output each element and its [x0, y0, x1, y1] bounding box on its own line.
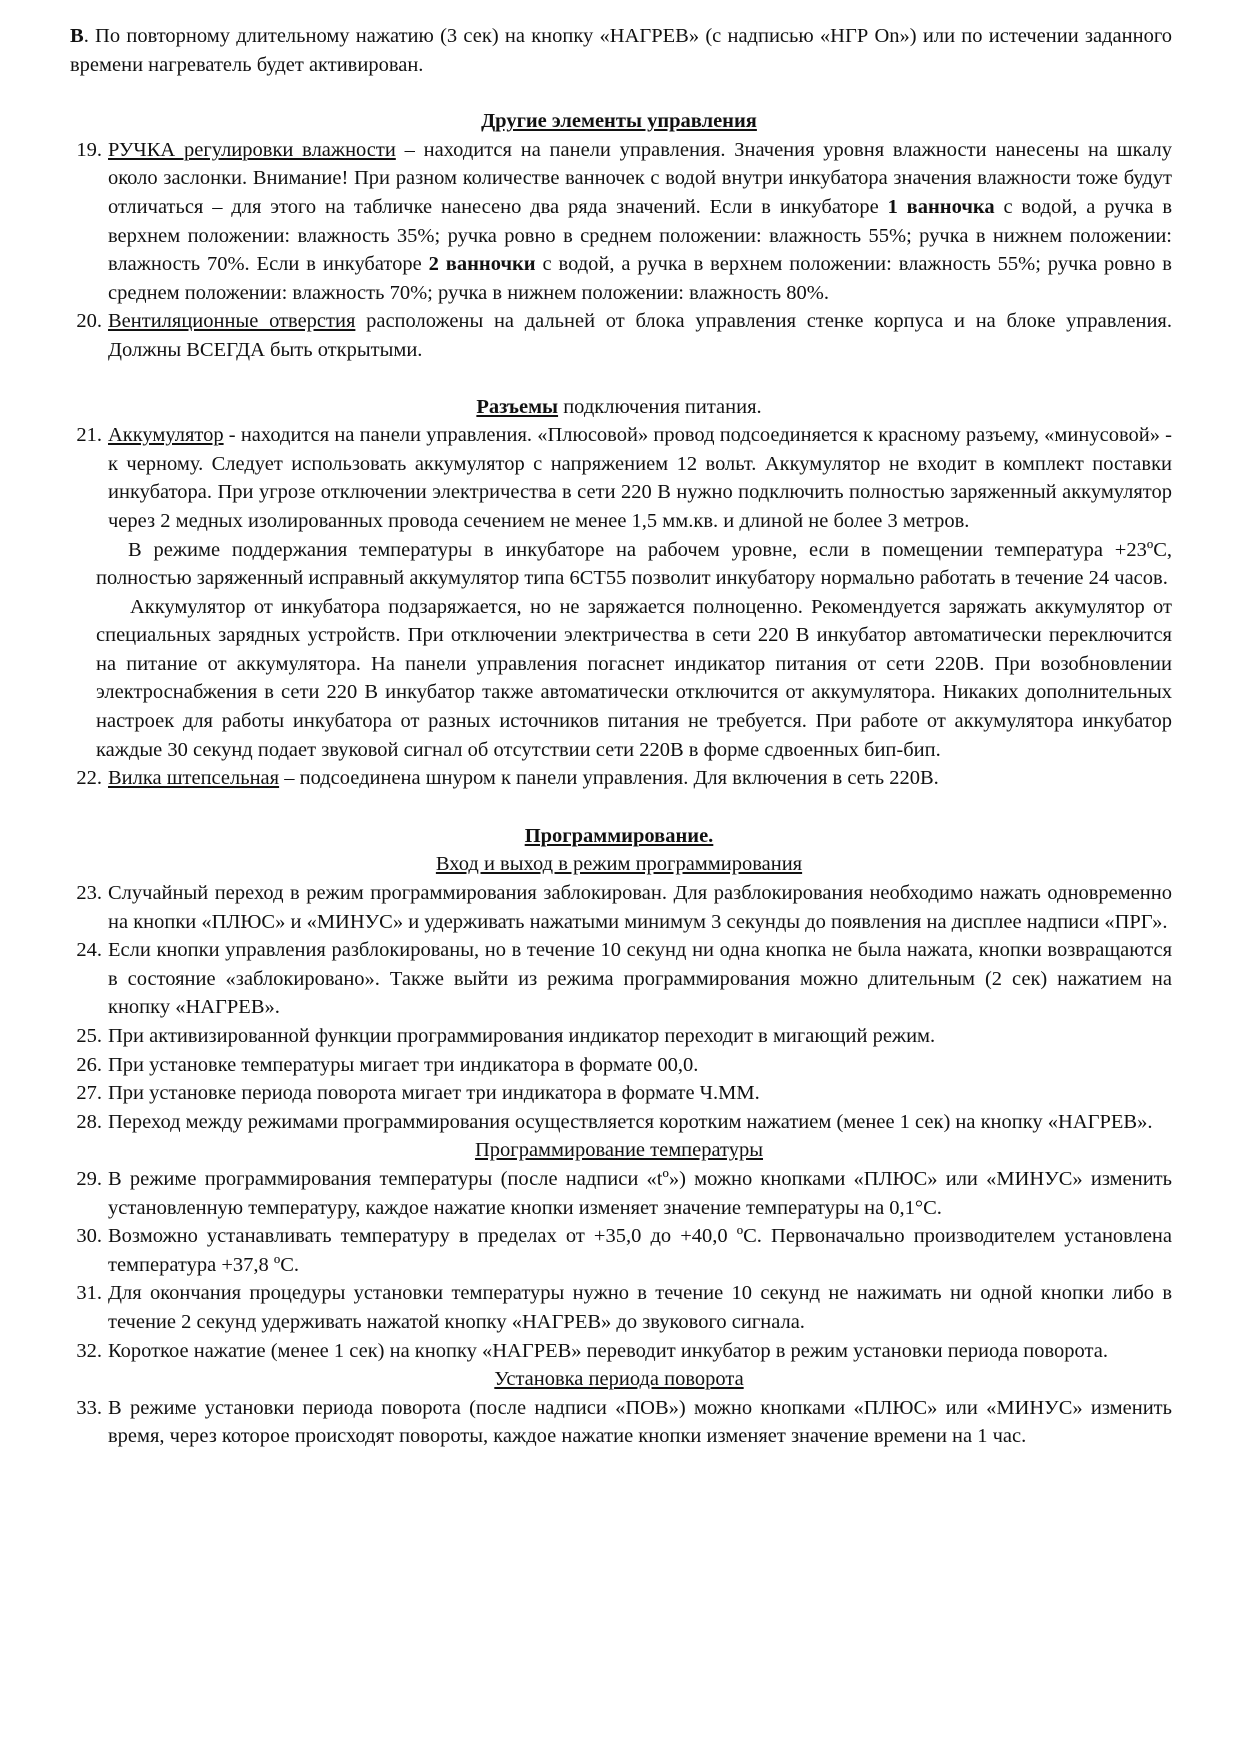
item-number: 30. — [76, 1225, 102, 1248]
intro-letter: В — [70, 25, 84, 47]
item-text: Аккумулятор - находится на панели управления. «Плюсовой» провод подсоединяется к красному разъему, «минусовой» - к черному. Следует использовать аккумулятор с напряжением 12 вольт. Аккумулятор не входит в комплект поставки инкубатора. При угрозе отключении электричества в сети 220 В нужно подключить полностью заряженный аккумулятор через 2 медных изолированных провода сечением не менее 1,5 мм.кв. и длиной не более 3 метров. — [108, 424, 1172, 532]
list-item-27 — [66, 1079, 1172, 1108]
list-item-26 — [66, 1051, 1172, 1080]
item-number: 21. — [76, 424, 102, 447]
subheading-enter-exit: Вход и выход в режим программирования — [435, 853, 803, 876]
list-item-30 — [66, 1222, 1172, 1279]
item-text: При установке периода поворота мигает три индикатора в формате Ч.ММ. — [108, 1082, 760, 1105]
list-programming — [66, 879, 1172, 1136]
item-text: При активизированной функции программирования индикатор переходит в мигающий режим. — [108, 1025, 936, 1047]
item-number: 28. — [76, 1110, 102, 1133]
item-text: В режиме установки периода поворота (после надписи «ПОВ») можно кнопками «ПЛЮС» или «МИНУС» изменить время, через которое происходят повороты, каждое нажатие кнопки изменяет значение времени на 1 час. — [108, 1396, 1172, 1448]
item-term: Аккумулятор — [108, 424, 224, 447]
item-number: 19. — [76, 138, 102, 161]
item-text: Короткое нажатие (менее 1 сек) на кнопку «НАГРЕВ» переводит инкубатор в режим установки периода поворота. — [108, 1339, 1108, 1362]
item-term: РУЧКА регулировки влажности — [108, 138, 396, 161]
item-text: Вентиляционные отверстия расположены на дальней от блока управления стенке корпуса и на блоке управления. Должны ВСЕГДА быть открытыми. — [108, 310, 1172, 361]
item-number: 32. — [76, 1339, 102, 1362]
intro-paragraph — [66, 22, 1172, 79]
item-text: Для окончания процедуры установки температуры нужно в течение 10 секунд не нажимать ни одной кнопки либо в течение 2 секунд удерживать нажатой кнопку «НАГРЕВ» до звукового сигнала. — [108, 1282, 1172, 1333]
section-heading-programming: Программирование. — [524, 824, 714, 847]
subheading-temperature-programming: Программирование температуры — [474, 1139, 764, 1162]
list-item-25 — [66, 1022, 1172, 1051]
item-text: Случайный переход в режим программирования заблокирован. Для разблокирования необходимо нажать одновременно на кнопки «ПЛЮС» и «МИНУС» и удерживать нажатыми минимум 3 секунды до появления на дисплее надписи «ПРГ». — [108, 882, 1172, 933]
item-text: Возможно устанавливать температуру в пределах от +35,0 до +40,0 ºС. Первоначально производителем установлена температура +37,8 ºС. — [108, 1225, 1172, 1276]
list-item-22 — [66, 764, 1172, 793]
item-number: 27. — [76, 1082, 102, 1105]
intro-text: . По повторному длительному нажатию (3 сек) на кнопку «НАГРЕВ» (с надписью «НГР On») или по истечении заданного времени нагреватель будет активирован. — [70, 25, 1172, 76]
list-item-29 — [66, 1165, 1172, 1222]
list-temperature — [66, 1165, 1172, 1365]
bold-term: 1 ванночка — [887, 195, 995, 218]
list-other-controls — [66, 136, 1172, 365]
item-number: 20. — [76, 310, 102, 333]
list-item-23 — [66, 879, 1172, 936]
item-number: 22. — [76, 767, 102, 790]
item-number: 29. — [76, 1167, 102, 1190]
item-text: Если кнопки управления разблокированы, но в течение 10 секунд ни одна кнопка не была нажата, кнопки возвращаются в состояние «заблокировано». Также выйти из режима программирования можно длительным (2 сек) нажатием на кнопку «НАГРЕВ». — [108, 939, 1172, 1019]
item-text: Переход между режимами программирования осуществляется коротким нажатием (менее 1 сек) на кнопку «НАГРЕВ». — [108, 1110, 1153, 1133]
list-item-32 — [66, 1337, 1172, 1366]
section-heading-power: Разъемы подключения питания. — [476, 395, 762, 418]
list-item-31 — [66, 1279, 1172, 1336]
item-number: 24. — [76, 939, 102, 962]
list-turn-period — [66, 1394, 1172, 1451]
item-number: 31. — [76, 1282, 102, 1305]
item-number: 23. — [76, 882, 102, 905]
section-heading-other-controls: Другие элементы управления — [481, 110, 757, 133]
paragraph-battery-charging: Аккумулятор от инкубатора подзаряжается, но не заряжается полноценно. Рекомендуется заряжать аккумулятор от специальных зарядных устройств. При отключении электричества в сети 220 В инкубатор автоматически переключится на питание от аккумулятора. На панели управления погаснет индикатор питания от сети 220В. При возобновлении электроснабжения в сети 220 В инкубатор также автоматически отключится от аккумулятора. Никаких дополнительных настроек для работы инкубатора от разных источников питания не требуется. При работе от аккумулятора инкубатор каждые 30 секунд подает звуковой сигнал об отсутствии сети 220В в форме сдвоенных бип-бип. — [96, 595, 1172, 761]
list-item-19 — [66, 136, 1172, 308]
item-number: 25. — [76, 1025, 102, 1047]
list-item-21 — [66, 421, 1172, 535]
list-item-33 — [66, 1394, 1172, 1451]
item-text: Вилка штепсельная – подсоединена шнуром к панели управления. Для включения в сеть 220В. — [108, 767, 939, 790]
item-text: При установке температуры мигает три индикатора в формате 00,0. — [108, 1053, 699, 1076]
list-item-20 — [66, 307, 1172, 364]
list-power — [66, 421, 1172, 535]
subheading-turn-period: Установка периода поворота — [494, 1368, 744, 1391]
item-number: 26. — [76, 1053, 102, 1076]
item-text: В режиме программирования температуры (после надписи «tº») можно кнопками «ПЛЮС» или «МИНУС» изменить установленную температуру, каждое нажатие кнопки изменяет значение температуры на 0,1°С. — [108, 1167, 1172, 1219]
bold-term: 2 ванночки — [428, 253, 536, 276]
item-term: Вилка штепсельная — [108, 767, 280, 790]
item-text: РУЧКА регулировки влажности – находится на панели управления. Значения уровня влажности нанесены на шкалу около заслонки. Внимание! При разном количестве ванночек с водой внутри инкубатора значения влажности тоже будут отличаться – для этого на табличке нанесено два ряда значений. Если в инкубаторе 1 ванночка с водой, а ручка в верхнем положении: влажность 35%; ручка ровно в среднем положении: влажность 55%; ручка в нижнем положении: влажность 70%. Если в инкубаторе 2 ванночки с водой, а ручка в верхнем положении: влажность 55%; ручка ровно в среднем положении: влажность 70%; ручка в нижнем положении: влажность 80%. — [108, 138, 1173, 304]
paragraph-battery-runtime: В режиме поддержания температуры в инкубаторе на рабочем уровне, если в помещении температура +23ºС, полностью заряженный исправный аккумулятор типа 6СТ55 позволит инкубатору нормально работать в течение 24 часов. — [96, 538, 1172, 590]
item-number: 33. — [76, 1396, 102, 1419]
item-term: Вентиляционные отверстия — [108, 310, 356, 333]
list-power-cont — [66, 764, 1172, 793]
list-item-24 — [66, 936, 1172, 1022]
list-item-28 — [66, 1108, 1172, 1137]
